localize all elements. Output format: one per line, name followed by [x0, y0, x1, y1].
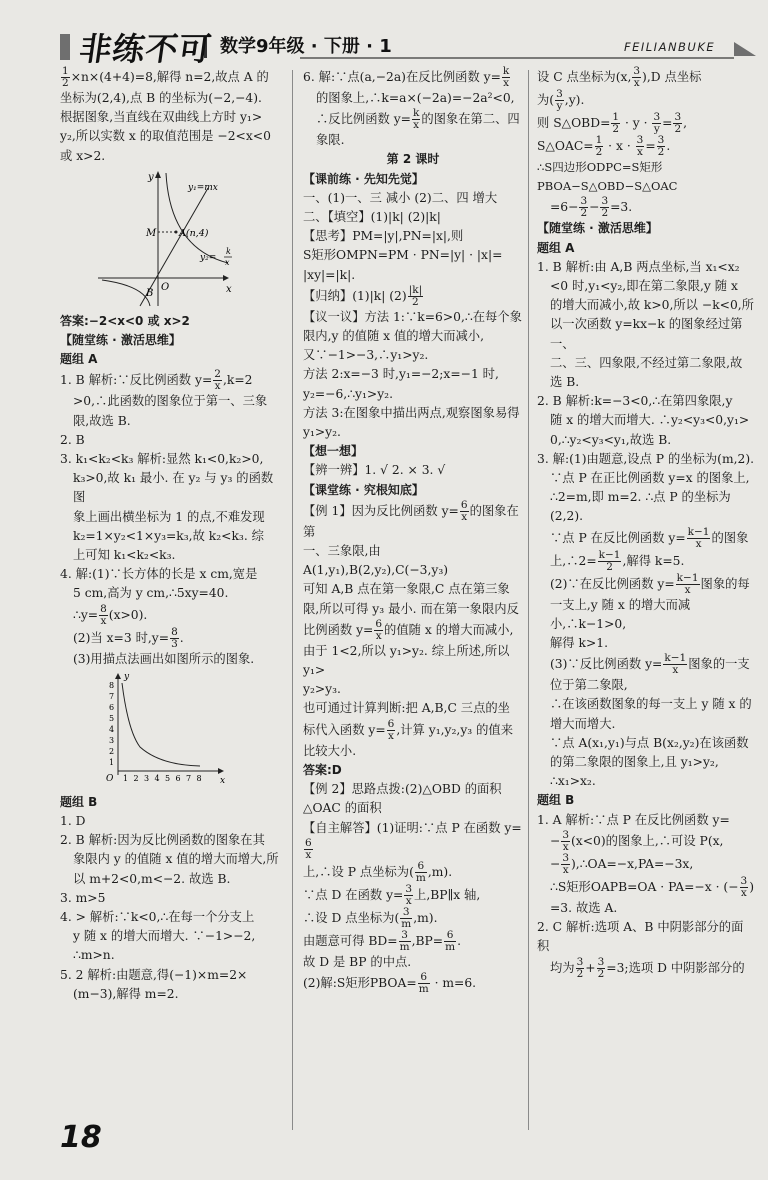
text-line: 为( $\frac{3}{y}$ ,y).: [537, 88, 585, 112]
text-line: (2)当 x=3 时,y= $\frac{8}{3}$ .: [73, 625, 184, 650]
text-line: 二、三、四象限,不经过第二象限,故: [550, 355, 743, 370]
text-line: ∵点 P 在反比例函数 y= $\frac{k-1}{x}$ 的图象: [550, 525, 749, 550]
fraction: $\frac{6}{m}$: [418, 970, 429, 995]
text-line: 1. B 解析:∵反比例函数 y= $\frac{2}{x}$ ,k=2: [60, 368, 253, 393]
text-line: 则 S△OBD= $\frac{1}{2}$ · y · $\frac{3}{y}$ = $\frac{3}{2}$ ,: [537, 111, 688, 135]
text-line: ∴S四边形ODPC=S矩形PBOA−S△OBD−S△OAC: [537, 160, 678, 194]
fraction: $\frac{3}{2}$: [576, 955, 584, 980]
text-line: 一、三象限,由 A(1,y₁),B(2,y₂),C(−3,y₃): [303, 544, 449, 578]
text-line: 的第二象限的图象上,且 y₁>y₂,: [550, 755, 719, 770]
text-line: (2)解:S矩形PBOA= $\frac{6}{m}$ · m=6.: [303, 970, 477, 995]
column-1: [60, 66, 282, 1004]
column-3: [537, 66, 755, 980]
text-line: 坐标为(2,4),点 B 的坐标为(−2,−4).: [60, 91, 262, 105]
text-line: 6. 解:∵点(a,−2a)在反比例函数 y= $\frac{k}{x}$: [303, 65, 510, 89]
y-tick-label: 5: [109, 713, 115, 723]
text-line: 上,∴2= $\frac{k-1}{2}$ ,解得 k=5.: [550, 548, 685, 573]
x-tick-labels: [123, 774, 202, 783]
text-line: >0,∴此函数的图象位于第一、三象: [73, 394, 268, 409]
group-heading: 题组 B: [537, 793, 575, 808]
text-line: 以一次函数 y=kx−k 的图象经过第一、: [550, 317, 743, 351]
y-tick-label: 1: [109, 757, 115, 767]
text-line: ∴S矩形OAPB=OA · PA=−x · (− $\frac{3}{x}$ ): [550, 874, 754, 899]
text-line: 解得 k>1.: [550, 636, 608, 651]
text-line: 位于第二象限,: [550, 678, 628, 693]
text-line: S矩形OMPN=PM · PN=|y| · |x|=: [303, 248, 503, 263]
text-line: y₁>y₂.: [303, 425, 341, 440]
fraction: $\frac{6}{x}$: [460, 498, 468, 523]
point-label-a: A(n,4): [179, 227, 209, 239]
fraction: $\frac{k-1}{x}$: [664, 652, 687, 677]
fraction: $\frac{3}{x}$: [562, 851, 569, 876]
text-line: y 随 x 的增大而增大. ∵−1>−2,: [73, 929, 256, 944]
y-tick-label: 3: [109, 735, 115, 745]
group-heading: 题组 B: [60, 794, 98, 809]
text-line: 随 x 的增大而增大. ∴y₂<y₃<0,y₁>: [550, 413, 750, 428]
fraction: $\frac{3}{x}$: [633, 65, 641, 89]
text-line: 也可通过计算判断:把 A,B,C 三点的坐: [303, 701, 510, 716]
text-line: 2. B 解析:k=−3<0,∴在第四象限,y: [537, 394, 733, 409]
text-line: △OAC 的面积: [303, 801, 382, 816]
x-tick-label: 3: [144, 773, 150, 783]
text-line: ∴m>n.: [73, 948, 115, 963]
text-line: =3. 故选 A.: [550, 900, 618, 915]
brand-logo: 非练不可: [77, 30, 215, 68]
fraction: $\frac{k-1}{x}$: [687, 525, 710, 550]
y-tick-label: 4: [109, 724, 115, 734]
text-line: (3)∵反比例函数 y= $\frac{k-1}{x}$ 图象的一支: [550, 652, 750, 677]
fraction: $\frac{3}{m}$: [401, 905, 412, 930]
fraction: $\frac{3}{x}$: [636, 134, 644, 158]
text-line: $\frac{1}{2}$ ×n×(4+4)=8,解得 n=2,故点 A 的: [62, 65, 269, 89]
column-divider: [528, 70, 529, 1130]
x-tick-label: 4: [154, 773, 160, 783]
text-line: ∵点 D 在函数 y= $\frac{3}{x}$ 上,BP∥x 轴,: [303, 882, 481, 907]
fraction: $\frac{3}{x}$: [740, 874, 748, 899]
section-heading: 【课堂练 · 究根知底】: [303, 482, 424, 497]
y-tick-label: 8: [109, 680, 115, 690]
y-tick-labels: [109, 681, 114, 767]
text-line: y₂,所以实数 x 的取值范围是 −2<x<0: [60, 129, 271, 144]
y-tick-label: 6: [109, 702, 115, 712]
text-line: 或 x>2.: [60, 148, 106, 163]
text-line: 【思考】PM=|y|,PN=|x|,则: [303, 229, 464, 244]
fraction: $\frac{|k|}{2}$: [408, 283, 423, 308]
answer-line: 答案:D: [303, 762, 342, 777]
fraction: $\frac{1}{2}$: [595, 134, 603, 158]
text-line: k₂=1×y₂<1×y₃=k₃,故 k₂<k₃. 综: [73, 528, 264, 543]
fraction: $\frac{3}{2}$: [657, 134, 665, 158]
fraction: $\frac{3}{2}$: [580, 195, 588, 220]
text-line: ∴2=m,即 m=2. ∴点 P 的坐标为(2,2).: [550, 490, 731, 524]
text-line: 根据图象,当直线在双曲线上方时 y₁>: [60, 110, 263, 125]
text-line: ∴y= $\frac{8}{x}$ (x>0).: [73, 602, 148, 627]
text-line: ∴x₁>x₂.: [550, 774, 596, 789]
text-line: 比较大小.: [303, 743, 357, 758]
section-heading: 【想一想】: [303, 444, 364, 459]
fraction: $\frac{k-1}{x}$: [676, 571, 699, 596]
text-line: y₂>y₃.: [303, 682, 341, 697]
fraction: $\frac{3}{x}$: [405, 882, 413, 907]
text-line: 由于 1<2,所以 y₁>y₂. 综上所述,所以 y₁>: [303, 643, 510, 678]
text-line: 4. > 解析:∵k<0,∴在每一个分支上: [60, 910, 255, 925]
fraction: $\frac{1}{2}$: [612, 111, 620, 135]
header-title: 数学9年级 · 下册 · 1: [220, 36, 392, 57]
text-line: 限,故选 B.: [73, 413, 131, 428]
text-line: 0,∴y₂<y₃<y₁,故选 B.: [550, 432, 672, 447]
group-heading: 题组 A: [537, 240, 575, 255]
header-brand-text: FEILIANBUKE: [624, 40, 716, 54]
fraction: $\frac{3}{x}$: [562, 828, 569, 853]
fraction: $\frac{6}{x}$: [375, 617, 383, 642]
text-line: (m−3),解得 m=2.: [73, 986, 179, 1001]
fraction: $\frac{8}{3}$: [171, 625, 178, 650]
text-line: 上,∴设 P 点坐标为( $\frac{6}{m}$ ,m).: [303, 859, 453, 884]
text-line: 一支上,y 随 x 的增大而减小,∴k−1>0,: [550, 597, 691, 631]
curve-label-den: x: [225, 257, 230, 267]
text-line: − $\frac{3}{x}$ ),∴OA=−x,PA=−3x,: [550, 851, 694, 876]
fraction: $\frac{k}{x}$: [412, 107, 420, 132]
text-line: − $\frac{3}{x}$ (x<0)的图象上,∴可设 P(x,: [550, 828, 724, 853]
text-line: 1. D: [60, 814, 86, 829]
x-tick-label: 7: [186, 773, 192, 783]
point-label-m: M: [146, 227, 157, 239]
text-line: <0 时,y₁<y₂,即在第二象限,y 随 x: [550, 279, 738, 294]
text-line: 【例 2】思路点拨:(2)△OBD 的面积: [303, 782, 502, 797]
axis-label-y: y: [148, 171, 154, 183]
axis-label-y: y: [124, 671, 130, 682]
text-line: 【自主解答】(1)证明:∵点 P 在函数 y= $\frac{6}{x}$: [303, 820, 522, 861]
fraction: $\frac{6}{x}$: [305, 836, 312, 861]
fraction: $\frac{1}{2}$: [62, 65, 69, 89]
text-line: 增大而增大.: [550, 716, 616, 731]
text-line: 象限.: [316, 133, 345, 148]
text-line: 的图象上,∴k=a×(−2a)=−2a²<0,: [316, 91, 515, 105]
text-line: 2. B 解析:因为反比例函数的图象在其: [60, 833, 265, 848]
text-line: 方法 2:x=−3 时,y₁=−2;x=−1 时,: [303, 367, 499, 382]
page-number: 18: [60, 1120, 102, 1155]
x-tick-label: 5: [165, 773, 171, 783]
text-line: 限内,y 的值随 x 值的增大而减小,: [303, 329, 484, 344]
text-line: ∵点 P 在正比例函数 y=x 的图象上,: [550, 471, 750, 486]
fraction: $\frac{6}{m}$: [415, 859, 426, 884]
page-header: [0, 0, 768, 72]
text-line: S△OAC= $\frac{1}{2}$ · x · $\frac{3}{x}$ = $\frac{3}{2}$ .: [537, 134, 671, 158]
text-line: 设 C 点坐标为(x, $\frac{3}{x}$ ),D 点坐标: [537, 65, 702, 89]
text-line: 2. C 解析:选项 A、B 中阴影部分的面积: [537, 920, 744, 954]
text-line: 3. k₁<k₂<k₃ 解析:显然 k₁<0,k₂>0,: [60, 452, 264, 467]
y-tick-label: 7: [109, 691, 115, 701]
text-line: 可知 A,B 点在第一象限,C 点在第三象: [303, 582, 510, 597]
section-heading: 【随堂练 · 激活思维】: [537, 221, 658, 236]
fraction: $\frac{k-1}{2}$: [598, 548, 621, 573]
text-line: 故 D 是 BP 的中点.: [303, 954, 412, 969]
text-line: 选 B.: [550, 375, 580, 390]
text-line: 【辨一辨】1. √ 2. × 3. √: [303, 463, 446, 478]
x-tick-label: 6: [175, 773, 181, 783]
section-heading: 【课前练 · 先知先觉】: [303, 171, 424, 186]
text-line: 限,所以可得 y₃ 最小. 而在第一象限内反: [303, 601, 519, 616]
text-line: |xy|=|k|.: [303, 267, 356, 282]
text-line: 的增大而减小,故 k>0,所以 −k<0,所: [550, 298, 754, 313]
text-line: ∵点 A(x₁,y₁)与点 B(x₂,y₂)在该函数: [550, 735, 749, 750]
text-line: 3. 解:(1)由题意,设点 P 的坐标为(m,2).: [537, 451, 755, 466]
point-label-b: B: [146, 287, 154, 299]
x-tick-label: 1: [123, 773, 129, 783]
fraction: $\frac{3}{y}$: [653, 111, 661, 135]
curve-label-num: k: [226, 246, 231, 256]
text-line: 由题意可得 BD= $\frac{3}{m}$ ,BP= $\frac{6}{m}$ .: [303, 928, 461, 953]
text-line: 上可知 k₁<k₂<k₃.: [73, 548, 176, 563]
text-line: 4. 解:(1)∵长方体的长是 x cm,宽是: [60, 567, 258, 582]
axis-label-x: x: [220, 775, 226, 786]
text-line: 5. 2 解析:由题意,得(−1)×m=2×: [60, 967, 248, 982]
origin-label: O: [106, 773, 114, 784]
x-tick-label: 8: [196, 773, 202, 783]
text-line: (2)∵在反比例函数 y= $\frac{k-1}{x}$ 图象的每: [550, 571, 750, 596]
column-divider: [292, 70, 293, 1130]
fraction: $\frac{6}{x}$: [387, 717, 395, 742]
text-line: (3)用描点法画出如图所示的图象.: [73, 651, 255, 666]
text-line: 3. m>5: [60, 890, 106, 905]
text-line: 2. B: [60, 432, 85, 447]
fraction: $\frac{3}{2}$: [601, 195, 609, 220]
text-line: 1. B 解析:由 A,B 两点坐标,当 x₁<x₂: [537, 259, 740, 274]
text-line: y₂=−6,∴y₁>y₂.: [303, 386, 394, 401]
fraction: $\frac{6}{m}$: [445, 928, 456, 953]
text-line: 象限内 y 的值随 x 值的增大而增大,所: [73, 852, 279, 867]
column-2: [303, 66, 523, 995]
text-line: 以 m+2<0,m<−2. 故选 B.: [73, 871, 231, 886]
text-line: 【归纳】(1)|k| (2) $\frac{|k|}{2}$: [303, 283, 423, 308]
fraction: $\frac{3}{y}$: [556, 88, 563, 112]
x-tick-label: 2: [133, 773, 139, 783]
text-line: 象上画出横坐标为 1 的点,不难发现: [73, 509, 265, 524]
text-line: 又∵−1>−3,∴y₁>y₂.: [303, 348, 429, 363]
text-line: 比例函数 y= $\frac{6}{x}$ 的值随 x 的增大而减小,: [303, 617, 514, 642]
y-tick-label: 2: [109, 746, 115, 756]
fraction: $\frac{k}{x}$: [502, 65, 510, 89]
text-line: ∴在该函数图象的每一支上 y 随 x 的: [550, 697, 752, 712]
curve-label: y₂=: [200, 252, 217, 263]
text-line: 一、(1)一、三 减小 (2)二、四 增大: [303, 190, 498, 205]
graph-line-hyperbola: [88, 168, 238, 308]
origin-label: O: [161, 281, 170, 293]
fraction: $\frac{3}{m}$: [399, 928, 410, 953]
text-line: 【例 1】因为反比例函数 y= $\frac{6}{x}$ 的图象在第: [303, 498, 519, 539]
lesson-heading: 第 2 课时: [386, 152, 440, 167]
text-line: 5 cm,高为 y cm,∴5xy=40.: [73, 586, 229, 601]
text-line: =6− $\frac{3}{2}$ − $\frac{3}{2}$ =3.: [550, 195, 633, 220]
text-line: ∴设 D 点坐标为( $\frac{3}{m}$ ,m).: [303, 905, 438, 930]
section-heading: 【随堂练 · 激活思维】: [60, 333, 181, 348]
text-line: 1. A 解析:∵点 P 在反比例函数 y=: [537, 812, 730, 827]
fraction: $\frac{3}{2}$: [674, 111, 682, 135]
text-line: 【议一议】方法 1:∵k=6>0,∴在每个象: [303, 309, 522, 324]
text-line: 二、【填空】(1)|k| (2)|k|: [303, 210, 441, 225]
axis-label-x: x: [226, 283, 232, 295]
fraction: $\frac{2}{x}$: [214, 368, 221, 393]
line-label: y₁=mx: [188, 182, 218, 193]
fraction: $\frac{8}{x}$: [100, 602, 107, 627]
text-line: 方法 3:在图象中描出两点,观察图象易得: [303, 405, 520, 420]
fraction: $\frac{3}{2}$: [597, 955, 605, 980]
answer-line: 答案:−2<x<0 或 x>2: [60, 313, 190, 328]
text-line: ∴反比例函数 y= $\frac{k}{x}$ 的图象在第二、四: [316, 107, 520, 132]
text-line: k₃>0,故 k₁ 最小. 在 y₂ 与 y₃ 的函数图: [73, 471, 274, 505]
graph-hyperbola-first-quadrant: [100, 671, 230, 789]
text-line: 标代入函数 y= $\frac{6}{x}$ ,计算 y₁,y₂,y₃ 的值来: [303, 717, 514, 742]
text-line: 均为 $\frac{3}{2}$ + $\frac{3}{2}$ =3;选项 D 中阴影部分的: [550, 955, 745, 980]
group-heading: 题组 A: [60, 352, 98, 367]
